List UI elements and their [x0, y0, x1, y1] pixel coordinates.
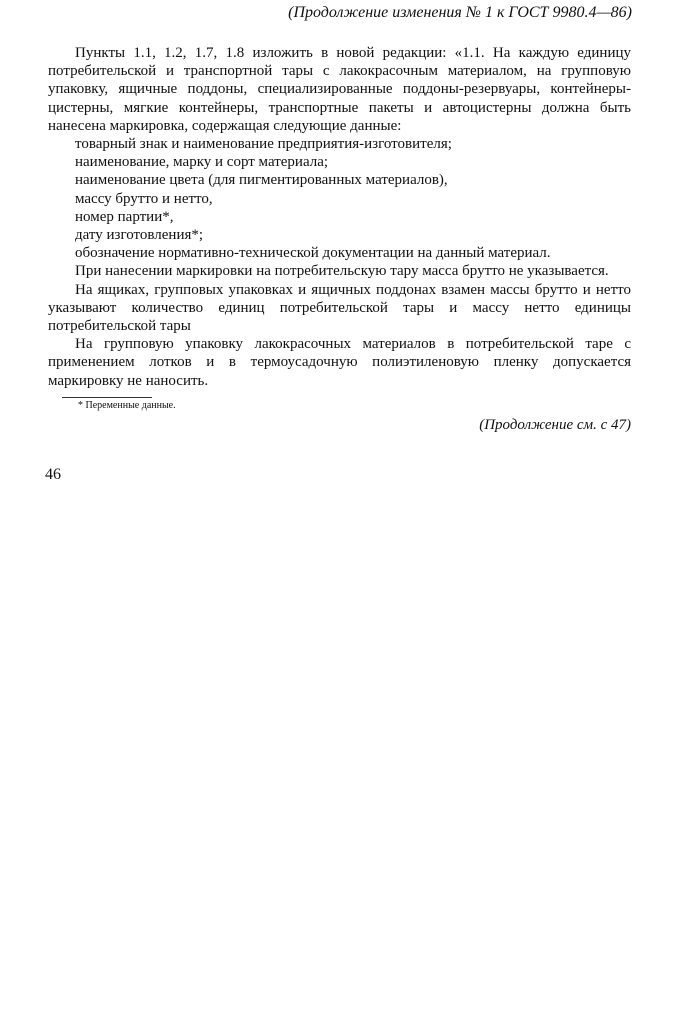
list-item: наименование, марку и сорт материала;	[75, 154, 329, 171]
list-item: дату изготовления*;	[75, 227, 204, 244]
body-paragraph: При нанесении маркировки на потребительскую тару масса брутто не указывается.	[75, 263, 609, 280]
list-item: номер партии*,	[75, 208, 174, 225]
body-paragraph: На групповую упаковку лакокрасочных материалов в потребительской таре с применением лотков и в термоусадочную полиэтиленовую пленку допускается маркировку не наносить.	[48, 336, 631, 389]
continuation-note: (Продолжение см. с 47)	[479, 416, 631, 433]
marking-list	[48, 135, 631, 262]
list-item: наименование цвета (для пигментированных материалов),	[75, 172, 448, 189]
page-number: 46	[45, 466, 61, 483]
intro-paragraph: Пункты 1.1, 1.2, 1.7, 1.8 изложить в новой редакции: «1.1. На каждую единицу потребительской и транспортной тары с лакокрасочным материалом, на групповую упаковку, ящичные поддоны, специализированные поддоны-резервуары, контейнеры-цистерны, мягкие контейнеры, транспортные пакеты и автоцистерны должна быть нанесена маркировка, содержащая следующие данные:	[48, 45, 631, 134]
list-item: обозначение нормативно-технической документации на данный материал.	[75, 245, 551, 262]
list-item: товарный знак и наименование предприятия-изготовителя;	[75, 136, 452, 153]
footnote-divider	[62, 397, 152, 398]
running-header: (Продолжение изменения № 1 к ГОСТ 9980.4—86)	[288, 4, 632, 21]
list-item: массу брутто и нетто,	[75, 190, 213, 207]
body-paragraph: На ящиках, групповых упаковках и ящичных поддонах взамен массы брутто и нетто указывают количество единиц потребительской тары и массу нетто единицы потребительской тары	[48, 281, 631, 335]
page-content	[48, 44, 631, 434]
footnote: * Переменные данные.	[78, 399, 176, 411]
